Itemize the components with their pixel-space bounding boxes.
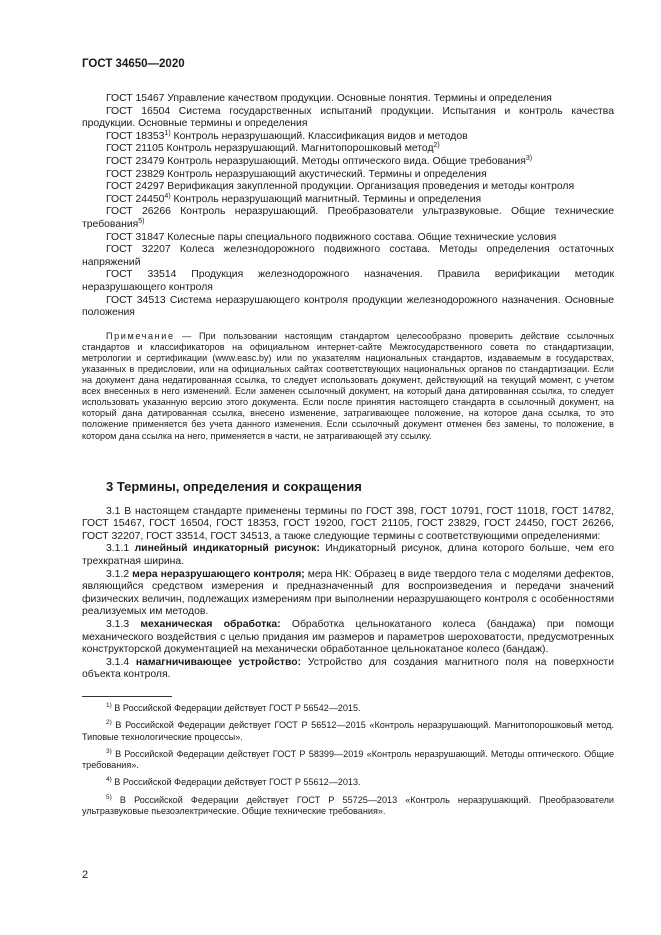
document-header: ГОСТ 34650—2020	[82, 58, 185, 70]
note-paragraph	[82, 331, 614, 442]
term-name: мера неразрушающего контроля;	[132, 568, 305, 580]
term-name: намагничивающее устройство:	[135, 656, 302, 668]
reference-item: ГОСТ 23479 Контроль неразрушающий. Методы оптического вида. Общие требования$^{3)}$	[106, 154, 533, 167]
footnote: $^{4)}$ В Российской Федерации действует ГОСТ Р 55612—2013.	[106, 776, 361, 788]
term-intro: 3.1 В настоящем стандарте применены термины по ГОСТ 398, ГОСТ 10791, ГОСТ 11018, ГОСТ 14782, ГОСТ 15467, ГОСТ 16504, ГОСТ 18353, ГОСТ 19200, ГОСТ 21105, ГОСТ 23829, ГОСТ 24450, ГОСТ 26266, ГОСТ 32207, ГОСТ 33514, ГОСТ 34513, а также следующие термины с соответствующими определениями:	[82, 505, 614, 542]
footnote: $^{2)}$ В Российской Федерации действует ГОСТ Р 56512—2015 «Контроль неразрушающий. Магнитопорошковый метод. Типовые технологические процессы».	[82, 719, 614, 742]
reference-item: ГОСТ 33514 Продукция железнодорожного назначения. Правила верификации методик неразрушающего контроля	[82, 269, 614, 293]
reference-item: ГОСТ 16504 Система государственных испытаний продукции. Испытания и контроль качества продукции. Основные термины и определения	[82, 105, 614, 130]
term-name: линейный индикаторный рисунок:	[134, 543, 320, 555]
footnote-ref: 4)	[164, 192, 171, 200]
reference-item: ГОСТ 21105 Контроль неразрушающий. Магнитопорошковый метод$^{2)}$	[106, 142, 440, 155]
reference-item: ГОСТ 34513 Система неразрушающего контроля продукции железнодорожного назначения. Основные положения	[82, 294, 614, 319]
note-text: — При пользовании настоящим стандартом целесообразно проверить действие ссылочных стандартов и классификаторов на официальном интернет-сайте Межгосударственного совета по стандартизации, метрологии и сертификации (www.easc.by) или по указателям национальных стандартов, издаваемым в государствах, указанных в предисловии, или на официальных сайтах соответствующих национальных органов по стандартизации. Если на документ дана недатированная ссылка, то следует использовать документ, действующий на текущий момент, с учетом всех внесенных в него изменений. Если заменен ссылочный документ, на который дана датированная ссылка, то следует использовать указанную версию этого документа. Если после принятия настоящего стандарта в ссылочный документ, на который дана датированная ссылка, внесено изменение, затрагивающее положение, на которое дана ссылка, то это положение применяется без учета данного изменения. Если ссылочный документ отменен без замены, то положение, в котором дана ссылка на него, применяется в части, не затрагивающей эту ссылку.	[82, 330, 614, 441]
reference-item: ГОСТ 32207 Колеса железнодорожного подвижного состава. Методы определения остаточных напряжений	[82, 244, 614, 268]
reference-list	[82, 93, 614, 320]
term-item: 3.1.2 мера неразрушающего контроля; мера НК: Образец в виде твердого тела с моделями дефектов, являющийся средством измерения и предназначенный для воспроизведения и передачи значений физических величин, подлежащих измерениям при выполнении неразрушающего контроля с особенностями реализуемых им методов.	[82, 568, 614, 618]
reference-item: ГОСТ 31847 Колесные пары специального подвижного состава. Общие технические условия	[106, 231, 557, 243]
term-item: 3.1.3 механическая обработка: Обработка цельнокатаного колеса (бандажа) при помощи механического воздействия с целью придания им размеров и параметров шероховатости, предусмотренных конструкторской документацией на механически обработанное цельнокатаное колесо (бандаж).	[82, 618, 615, 656]
footnote-ref: 2)	[433, 142, 440, 150]
footnote-ref: 5)	[138, 217, 145, 225]
reference-item: ГОСТ 24297 Верификация закупленной продукции. Организация проведения и методы контроля	[106, 181, 575, 193]
footnote-divider	[82, 696, 172, 697]
section-title: 3 Термины, определения и сокращения	[106, 478, 362, 494]
footnotes	[82, 703, 614, 817]
reference-item: ГОСТ 24450$^{4)}$ Контроль неразрушающий магнитный. Термины и определения	[106, 192, 482, 205]
reference-item: ГОСТ 18353$^{1)}$ Контроль неразрушающий. Классификация видов и методов	[106, 129, 468, 142]
reference-item: ГОСТ 26266 Контроль неразрушающий. Преобразователи ультразвуковые. Общие технические требования$^{5)}$	[82, 206, 614, 230]
footnote: $^{5)}$ В Российской Федерации действует ГОСТ Р 55725—2013 «Контроль неразрушающий. Преобразователи ультразвуковые пьезоэлектрические. Общие технические требования».	[82, 793, 614, 817]
page-number: 2	[82, 869, 89, 881]
reference-item: ГОСТ 15467 Управление качеством продукции. Основные понятия. Термины и определения	[106, 93, 552, 104]
footnote-ref: 3)	[525, 154, 533, 162]
term-item: 3.1.4 намагничивающее устройство: Устройство для создания магнитного поля на поверхности объекта контроля.	[82, 656, 614, 681]
page-content	[82, 93, 614, 823]
footnote: $^{3)}$ В Российской Федерации действует ГОСТ Р 58399—2019 «Контроль неразрушающий. Методы оптического. Общие требования».	[82, 747, 614, 771]
footnote: $^{1)}$ В Российской Федерации действует ГОСТ Р 56542—2015.	[106, 701, 361, 713]
reference-item: ГОСТ 23829 Контроль неразрушающий акустический. Термины и определения	[106, 168, 487, 180]
note-label: Примечание	[106, 330, 175, 341]
footnote-ref: 1)	[164, 129, 171, 137]
term-item: 3.1.1 линейный индикаторный рисунок: Индикаторный рисунок, длина которого больше, чем его трехкратная ширина.	[82, 543, 615, 567]
term-name: механическая обработка:	[140, 618, 281, 630]
terms-list	[82, 506, 614, 682]
